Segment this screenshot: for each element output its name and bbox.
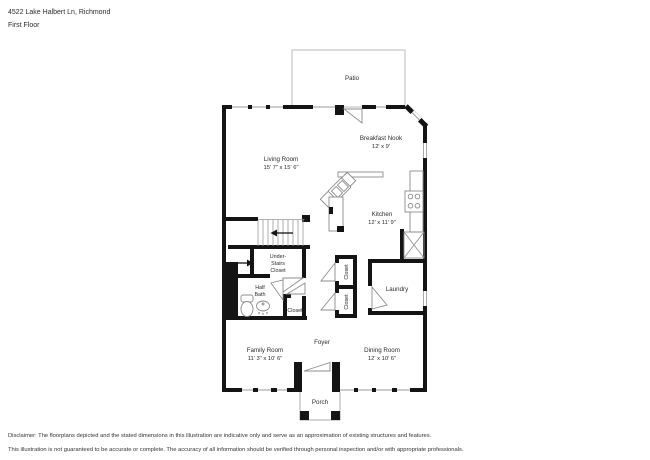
wall	[392, 388, 397, 392]
room-label-living: Living Room	[263, 156, 299, 163]
window	[358, 389, 372, 390]
upper-closet-door-swing	[321, 263, 335, 281]
wall	[335, 105, 344, 115]
wall	[329, 207, 333, 214]
wall	[283, 294, 287, 320]
front-door-swing	[304, 363, 330, 372]
wall	[337, 226, 344, 232]
patio-door-swing	[344, 109, 362, 123]
wall-block	[226, 262, 238, 320]
disclaimer-line-2: This illustration is not guaranteed to be accurate or complete. The accuracy of all information should be verified through personal inspection and/or with appropriate professionals.	[8, 446, 464, 453]
bath-fixtures	[241, 295, 270, 317]
wall	[335, 281, 339, 293]
room-label-breakfast: Breakfast Nook	[359, 135, 403, 142]
disclaimer	[8, 430, 464, 457]
wall	[283, 105, 313, 109]
wall	[372, 388, 376, 392]
pantry-box	[404, 232, 424, 258]
window	[340, 389, 354, 390]
pantry-x	[404, 232, 424, 258]
room-dims-dining: 12' x 10' 6"	[367, 356, 397, 362]
window	[426, 143, 427, 158]
wall	[362, 105, 376, 109]
wall	[368, 263, 372, 286]
angled-corner-wall	[406, 106, 427, 127]
toilet-icon	[241, 295, 253, 317]
wall	[271, 388, 277, 392]
window	[426, 291, 427, 306]
wall	[332, 362, 340, 392]
window	[277, 389, 287, 390]
disclaimer-line-1: Disclaimer: The floorplans depicted and the stated dimensions in this illustration are indicative only and serve as an approximation of existing structures and features.	[8, 433, 432, 439]
toilet-bowl	[241, 302, 253, 317]
wall	[226, 316, 307, 320]
room-label-upper-closet: Closet	[344, 264, 350, 280]
toilet-tank	[241, 295, 253, 302]
wall	[386, 105, 405, 109]
wall	[335, 255, 339, 263]
faucet-dot	[262, 313, 263, 314]
room-label-laundry: Laundry	[385, 286, 409, 293]
wall	[248, 105, 252, 109]
room-dims-kitchen: 12' x 11' 9"	[368, 220, 396, 226]
room-label-lower-closet: Closet	[344, 294, 350, 310]
window	[258, 389, 271, 390]
wall	[287, 294, 291, 298]
room-dims-breakfast: 12' x 9'	[371, 144, 391, 150]
sink-bowl	[257, 301, 270, 311]
room-dims-family: 11' 3" x 10' 6"	[247, 356, 283, 362]
address-line: 4522 Lake Halbert Ln, Richmond	[8, 9, 111, 16]
floor-label: First Floor	[8, 22, 40, 29]
window	[313, 106, 337, 107]
wall	[222, 388, 242, 392]
room-label-patio: Patio	[344, 75, 360, 82]
wall	[302, 245, 306, 278]
faucet-dot	[258, 312, 259, 313]
stove-icon	[405, 191, 423, 212]
window	[376, 389, 392, 390]
window	[232, 106, 248, 107]
wall	[354, 388, 358, 392]
room-labels	[247, 75, 409, 406]
wall	[222, 217, 258, 221]
room-label-understairs-1: Under-	[269, 254, 287, 260]
room-label-kitchen: Kitchen	[371, 211, 393, 218]
faucet-dot	[266, 312, 267, 313]
room-label-dining: Dining Room	[364, 347, 400, 354]
window	[423, 291, 424, 306]
laundry-door-swing	[372, 287, 387, 309]
stairs-up-arrow-head	[271, 230, 278, 237]
room-label-understairs-3: Closet	[270, 268, 286, 274]
wall	[400, 229, 404, 263]
room-label-foyer: Foyer	[314, 339, 330, 346]
window	[242, 389, 253, 390]
window	[252, 106, 266, 107]
window	[270, 106, 283, 107]
room-label-family: Family Room	[246, 347, 284, 354]
wall	[410, 388, 427, 392]
wall	[368, 259, 427, 263]
porch-post	[300, 411, 309, 420]
sink-icon	[257, 301, 270, 315]
lower-closet-door-swing	[321, 293, 335, 310]
wall	[294, 362, 302, 392]
half-bath-door-swing	[271, 280, 283, 300]
window	[423, 143, 424, 158]
window	[397, 389, 410, 390]
room-dims-living: 15' 7" x 15' 6"	[263, 165, 299, 171]
window	[376, 106, 386, 107]
wall	[423, 262, 427, 291]
wall	[222, 105, 226, 392]
wall	[253, 388, 258, 392]
room-label-hall-closet: Closet	[287, 308, 303, 314]
porch-post	[331, 411, 340, 420]
room-label-understairs-2: Stairs	[271, 261, 285, 267]
wall	[266, 105, 270, 109]
wall	[368, 311, 427, 315]
wall	[335, 310, 339, 318]
stove-outline	[405, 191, 423, 212]
room-label-porch: Porch	[311, 399, 329, 406]
room-label-halfbath-2: Bath	[254, 292, 266, 298]
porch-structure	[300, 392, 340, 420]
room-label-halfbath-1: Half	[255, 285, 265, 291]
wall	[423, 306, 427, 392]
